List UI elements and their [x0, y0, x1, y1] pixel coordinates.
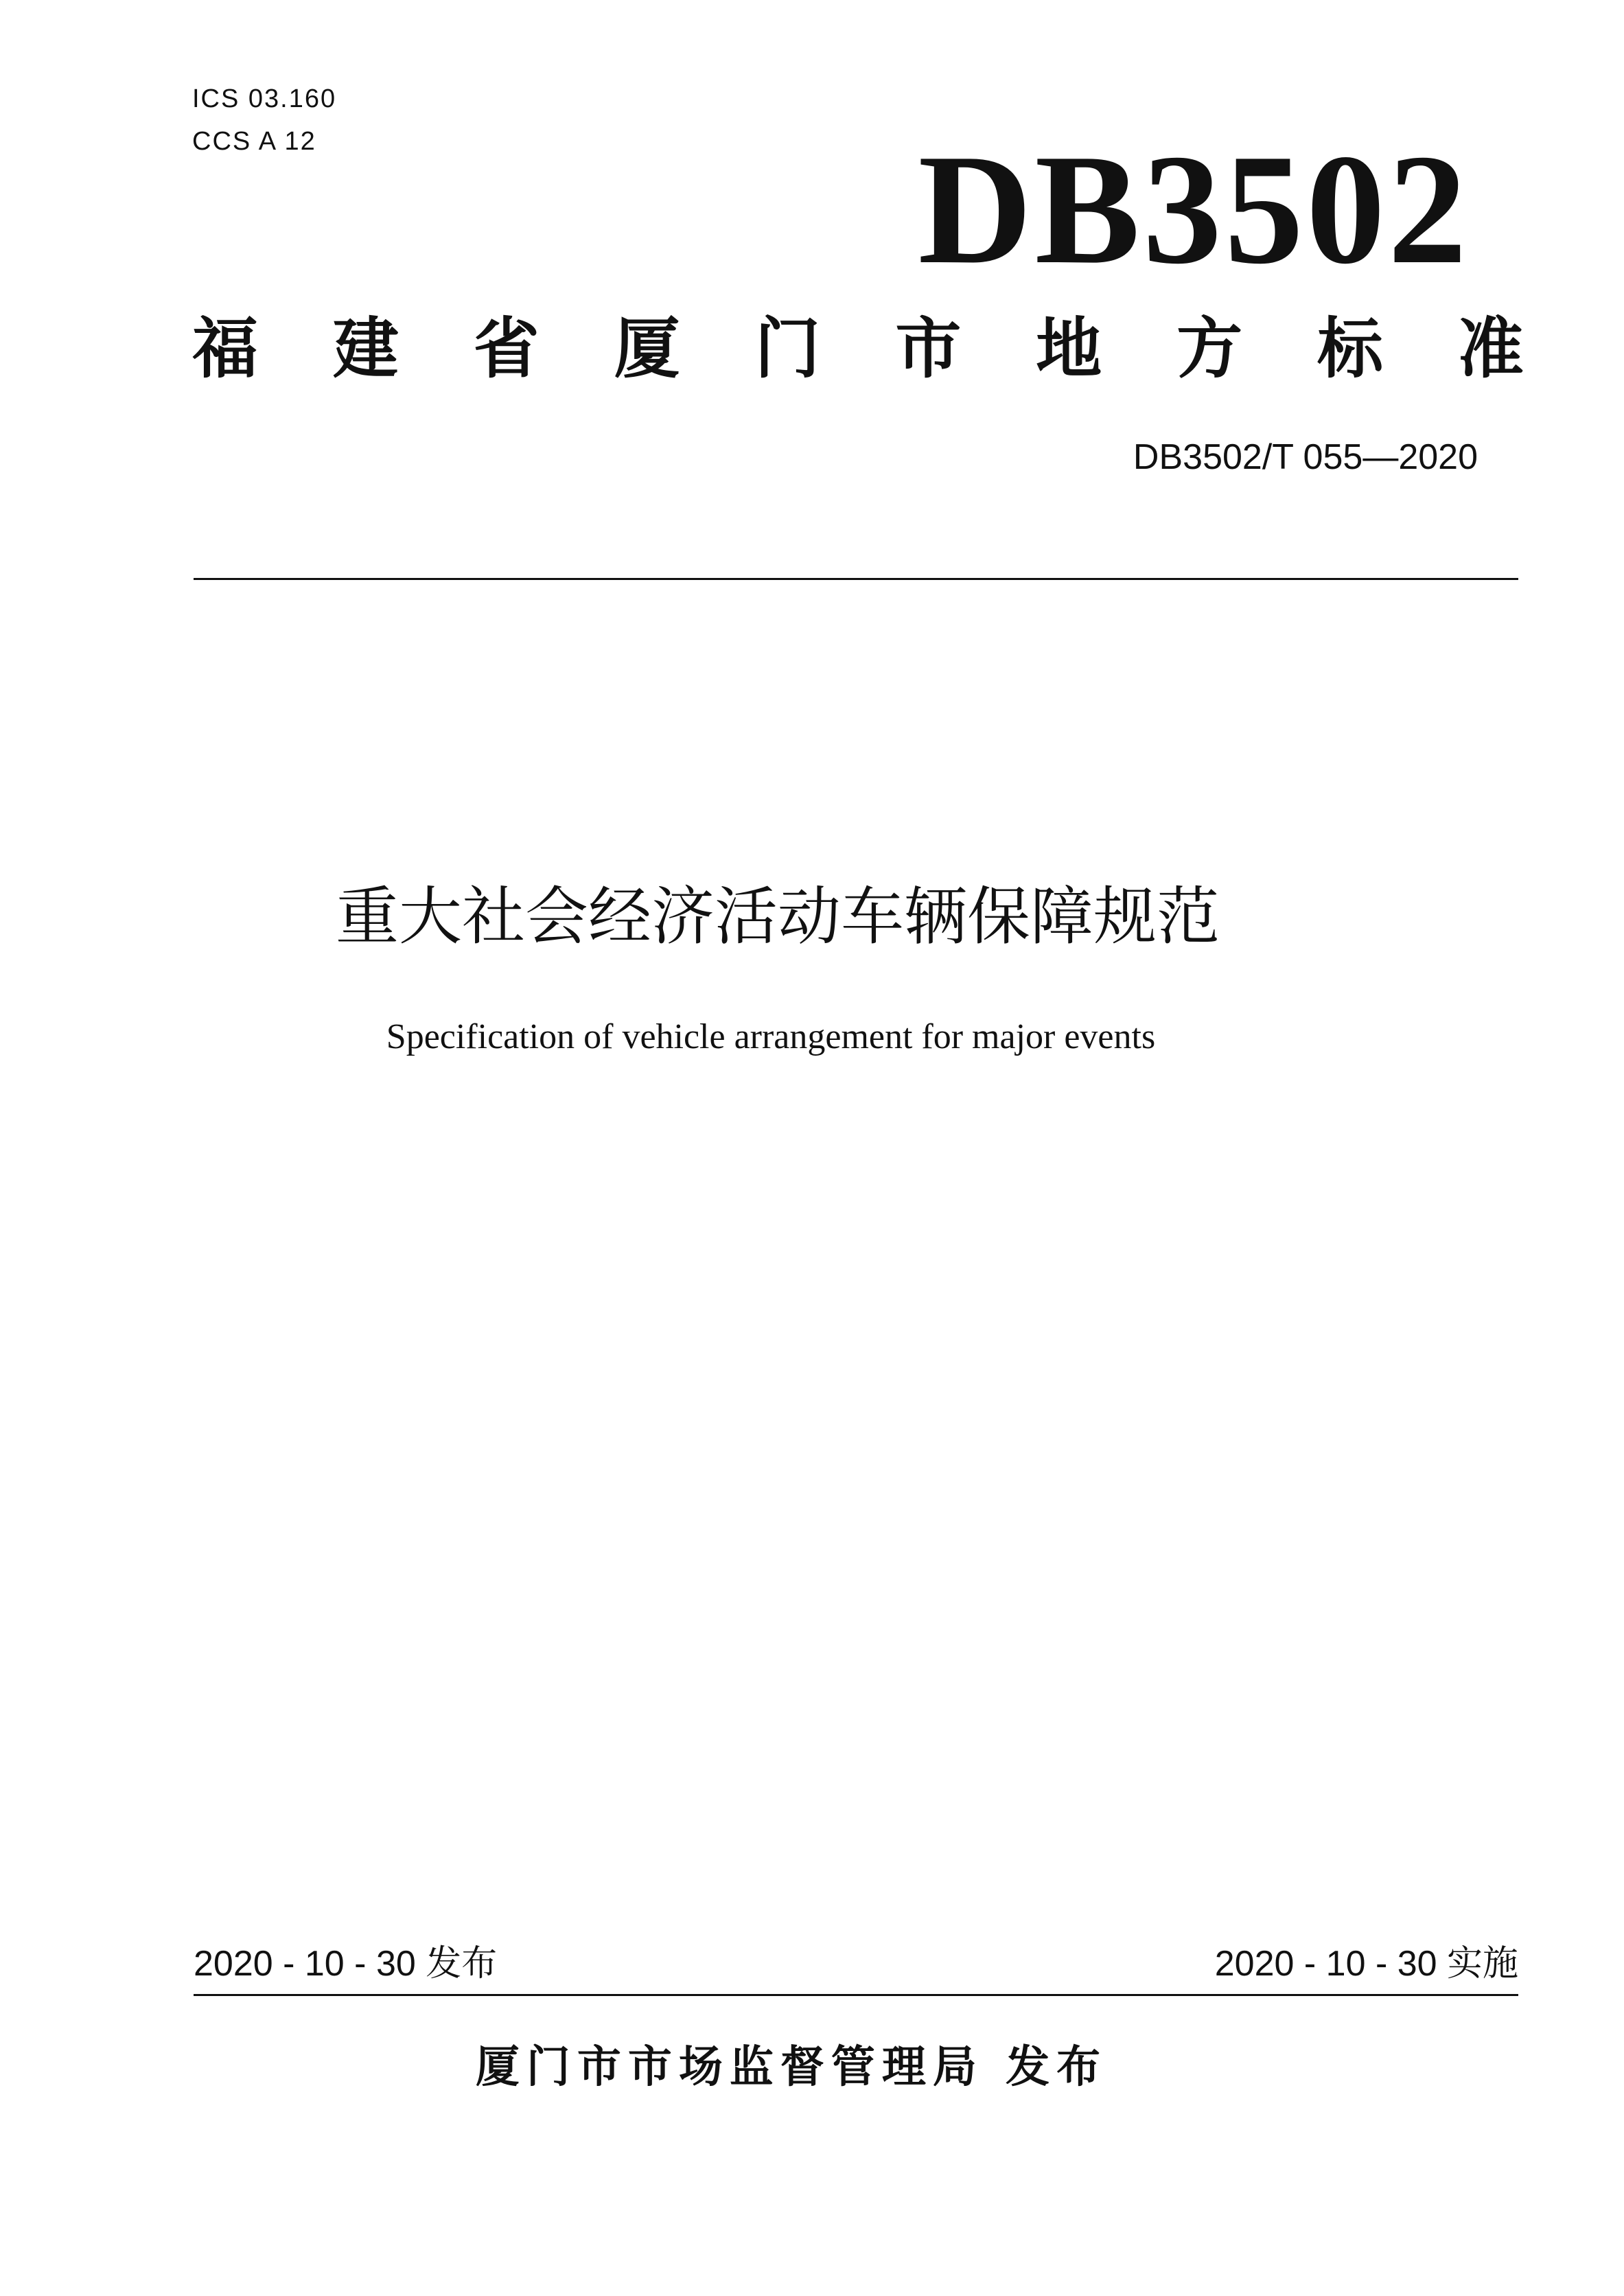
effective-date: 2020 - 10 - 30 实施 — [1214, 1944, 1518, 1984]
category-char: 门 — [754, 310, 821, 387]
standard-number: DB3502/T 055—2020 — [1133, 437, 1478, 477]
category-char: 地 — [1036, 310, 1102, 387]
title-chinese — [0, 880, 1624, 953]
category-char: 方 — [1176, 310, 1243, 387]
title-english — [0, 1019, 1624, 1055]
release-date: 2020 - 10 - 30 发布 — [194, 1944, 498, 1984]
category-char: 厦 — [614, 310, 680, 387]
category-char: 福 — [192, 310, 258, 387]
category-char: 省 — [473, 310, 540, 387]
category-char: 准 — [1457, 310, 1524, 387]
ccs-code: CCS A 12 — [192, 127, 316, 156]
publisher — [0, 2042, 1624, 2093]
publisher-text: 厦门市市场监督管理局 发布 — [475, 2042, 1108, 2093]
title-english-text: Specification of vehicle arrangement for major events — [386, 1017, 1156, 1056]
standard-category — [192, 310, 1524, 387]
ics-code: ICS 03.160 — [192, 84, 337, 113]
category-char: 建 — [332, 310, 399, 387]
category-char: 市 — [895, 310, 962, 387]
category-char: 标 — [1317, 310, 1383, 387]
standard-code-heading: DB3502 — [918, 121, 1470, 297]
title-chinese-text: 重大社会经济活动车辆保障规范 — [335, 880, 1220, 953]
bottom-divider — [194, 1994, 1518, 1996]
top-divider — [194, 578, 1518, 580]
